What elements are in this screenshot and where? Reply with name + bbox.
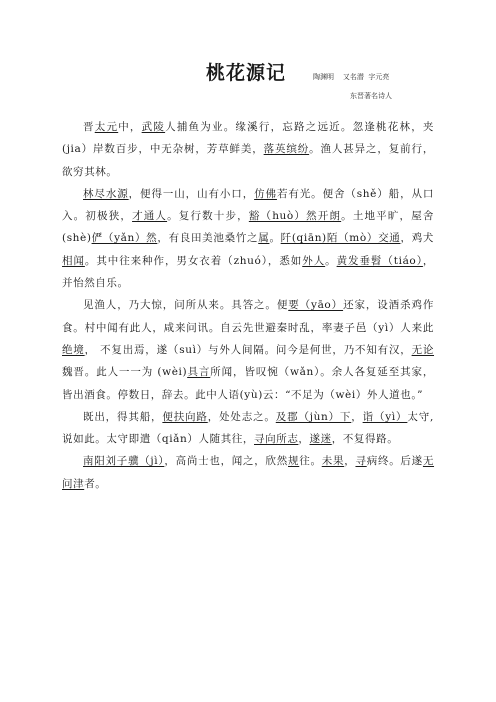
- text-segment: 见渔人，乃大惊，问所从来。具答之。便: [83, 299, 289, 312]
- annotated-term: 林尽水源: [83, 187, 129, 200]
- text-segment: 者。: [84, 477, 107, 490]
- text-segment: ，: [298, 433, 310, 446]
- annotated-term: 太元: [94, 121, 119, 133]
- text-segment: 。: [325, 254, 337, 267]
- text-segment: 太守,说如此。太守即遣（qiǎn）人随其往，: [62, 410, 434, 446]
- text-segment: 中，: [118, 121, 142, 133]
- annotated-term: 外人: [302, 254, 326, 267]
- text-segment: ，: [344, 455, 356, 468]
- paragraph: [62, 450, 434, 495]
- annotated-term: 规: [288, 455, 300, 468]
- text-segment: 若有光。便舍（shě）船，从口入。初极狭，: [62, 187, 435, 223]
- annotated-term: 绝境: [62, 343, 85, 356]
- author-line: 陶渊明 又名潜 字元亮: [313, 73, 390, 81]
- annotated-term: 无论: [411, 343, 435, 356]
- annotated-term: 才通人: [132, 210, 168, 223]
- text-segment: ，有良田美池桑竹之: [157, 232, 259, 245]
- paragraph: [62, 183, 434, 294]
- text-segment: ，高尚士也，闻之，欣然: [164, 455, 288, 468]
- annotated-term: 要（yāo）: [288, 299, 344, 312]
- text-segment: 所闻，皆叹惋（wǎn）。余人各复延至其家，皆出酒食。停数日，辞去。此中人语(yù)云：“不足为（wèi）外人道也。”: [62, 366, 434, 401]
- text-segment: 。其中往来种作，男女衣着（zhuó），悉如: [84, 254, 303, 267]
- annotated-term: 寻: [355, 455, 367, 468]
- paragraph: [62, 294, 434, 405]
- annotated-term: 豁（huò）然开朗: [248, 210, 342, 223]
- text-segment: ， 不复出焉，遂（suì）与外人间隔。问今是何世，乃不知有汉，: [84, 343, 412, 356]
- text-segment: ，: [351, 410, 363, 423]
- text-segment: ，鸡犬: [400, 232, 434, 245]
- text-segment: 病终。后遂: [366, 455, 423, 468]
- annotated-term: 南阳刘子骥（jì）: [83, 455, 165, 468]
- page-title: 桃花源记: [206, 62, 287, 84]
- text-segment: ，便得一山，山有小口，: [128, 187, 255, 200]
- annotated-term: 及郡（jùn）下: [275, 410, 352, 423]
- text-segment: ，并怡然自乐。: [62, 254, 434, 290]
- text-segment: 既出，得其船，: [83, 410, 163, 423]
- annotated-term: 仿佛: [254, 187, 277, 200]
- annotated-term: 落英缤纷: [263, 143, 310, 156]
- era-line: 东晋著名诗人: [350, 92, 392, 100]
- annotated-term: 阡(qiān)陌（mò）交通: [280, 232, 401, 245]
- annotated-term: 寻向所志: [254, 433, 299, 446]
- annotated-term: 诣（yì）: [362, 410, 408, 423]
- annotated-term: 黄发垂髫（tiáo）: [336, 254, 423, 267]
- annotated-term: 遂迷: [309, 433, 332, 446]
- article-body: [62, 116, 434, 495]
- annotated-term: 相闻: [62, 254, 85, 267]
- annotated-term: 具言: [187, 366, 211, 379]
- paragraph: [62, 116, 434, 183]
- text-segment: 还家，设酒杀鸡作食。村中闻有此人，咸来问讯。自云先世避秦时乱，率妻子邑（yì）人来此: [62, 299, 434, 334]
- annotated-term: 武陵: [141, 121, 166, 133]
- paragraph: [62, 406, 434, 451]
- annotated-term: 无问津: [62, 455, 435, 490]
- annotated-term: 未果: [321, 455, 345, 468]
- text-segment: 往。: [299, 455, 322, 468]
- text-segment: 晋: [83, 121, 95, 133]
- text-segment: 。复行数十步，: [167, 210, 249, 223]
- text-segment: 魏晋。此人一一为 (wèi): [62, 366, 188, 379]
- text-segment: 。土地平旷，屋舍(shè): [62, 210, 434, 245]
- text-segment: 。渔人甚异之，复前行，欲穷其林。: [62, 143, 434, 178]
- annotated-term: 俨（yǎn）然: [91, 232, 158, 245]
- annotated-term: 便扶向路: [162, 410, 208, 423]
- text-segment: 。: [269, 232, 281, 245]
- annotated-term: 属: [258, 232, 270, 245]
- text-segment: ，不复得路。: [331, 433, 399, 446]
- text-segment: ，处处志之。: [207, 410, 276, 423]
- text-segment: 人捕鱼为业。缘溪行，忘路之远近。忽逢桃花林，夹(jia）岸数百步，中无杂树，芳草鲜美，: [62, 121, 435, 156]
